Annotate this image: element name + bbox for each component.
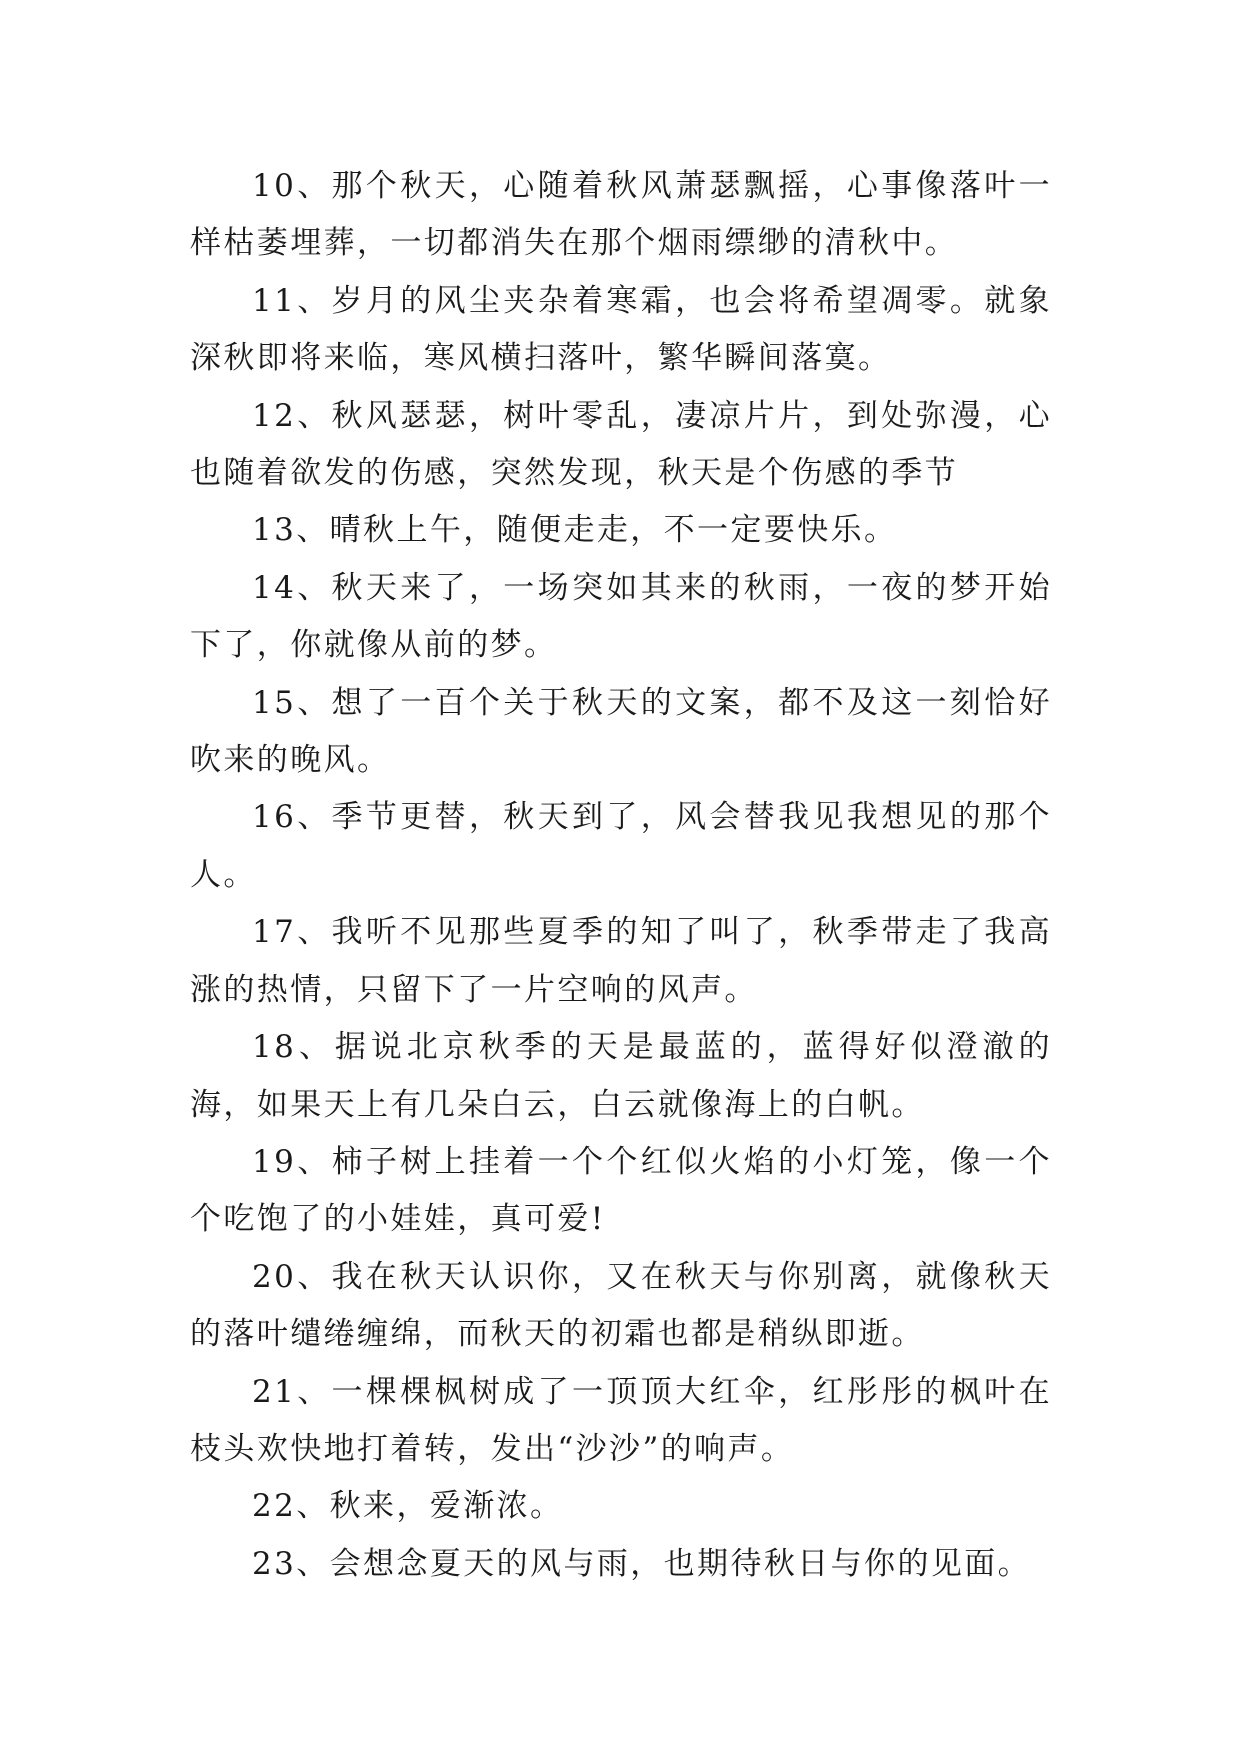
paragraph-23: 23、会想念夏天的风与雨，也期待秋日与你的见面。 [252, 1545, 1032, 1582]
paragraph-15: 15、想了一百个关于秋天的文案，都不及这一刻恰好吹来的晚风。 [190, 684, 1052, 779]
paragraph-10: 10、那个秋天，心随着秋风萧瑟飘摇，心事像落叶一样枯萎埋葬，一切都消失在那个烟雨缥缈的清秋中。 [190, 168, 1052, 262]
paragraph-20: 20、我在秋天认识你，又在秋天与你别离，就像秋天的落叶缱绻缠绵，而秋天的初霜也都是稍纵即逝。 [190, 1258, 1052, 1353]
paragraph-16: 16、季节更替，秋天到了，风会替我见我想见的那个人。 [190, 799, 1052, 893]
paragraph-18: 18、据说北京秋季的天是最蓝的，蓝得好似澄澈的海，如果天上有几朵白云，白云就像海上的白帆。 [190, 1029, 1052, 1123]
paragraph-13: 13、晴秋上午，随便走走，不一定要快乐。 [252, 512, 898, 549]
document-body [190, 158, 1052, 1593]
paragraph-22: 22、秋来，爱渐浓。 [252, 1488, 564, 1525]
paragraph-11: 11、岁月的风尘夹杂着寒霜，也会将希望凋零。就象深秋即将来临，寒风横扫落叶，繁华瞬间落寞。 [190, 282, 1052, 377]
paragraph-12: 12、秋风瑟瑟，树叶零乱，凄凉片片，到处弥漫，心也随着欲发的伤感，突然发现，秋天是个伤感的季节 [190, 397, 1052, 492]
paragraph-14: 14、秋天来了，一场突如其来的秋雨，一夜的梦开始下了，你就像从前的梦。 [190, 569, 1052, 664]
paragraph-17: 17、我听不见那些夏季的知了叫了，秋季带走了我高涨的热情，只留下了一片空响的风声。 [190, 914, 1052, 1008]
paragraph-21: 21、一棵棵枫树成了一顶顶大红伞，红彤彤的枫叶在枝头欢快地打着转，发出“沙沙”的响声。 [190, 1373, 1052, 1467]
paragraph-19: 19、柿子树上挂着一个个红似火焰的小灯笼，像一个个吃饱了的小娃娃，真可爱! [190, 1143, 1052, 1238]
